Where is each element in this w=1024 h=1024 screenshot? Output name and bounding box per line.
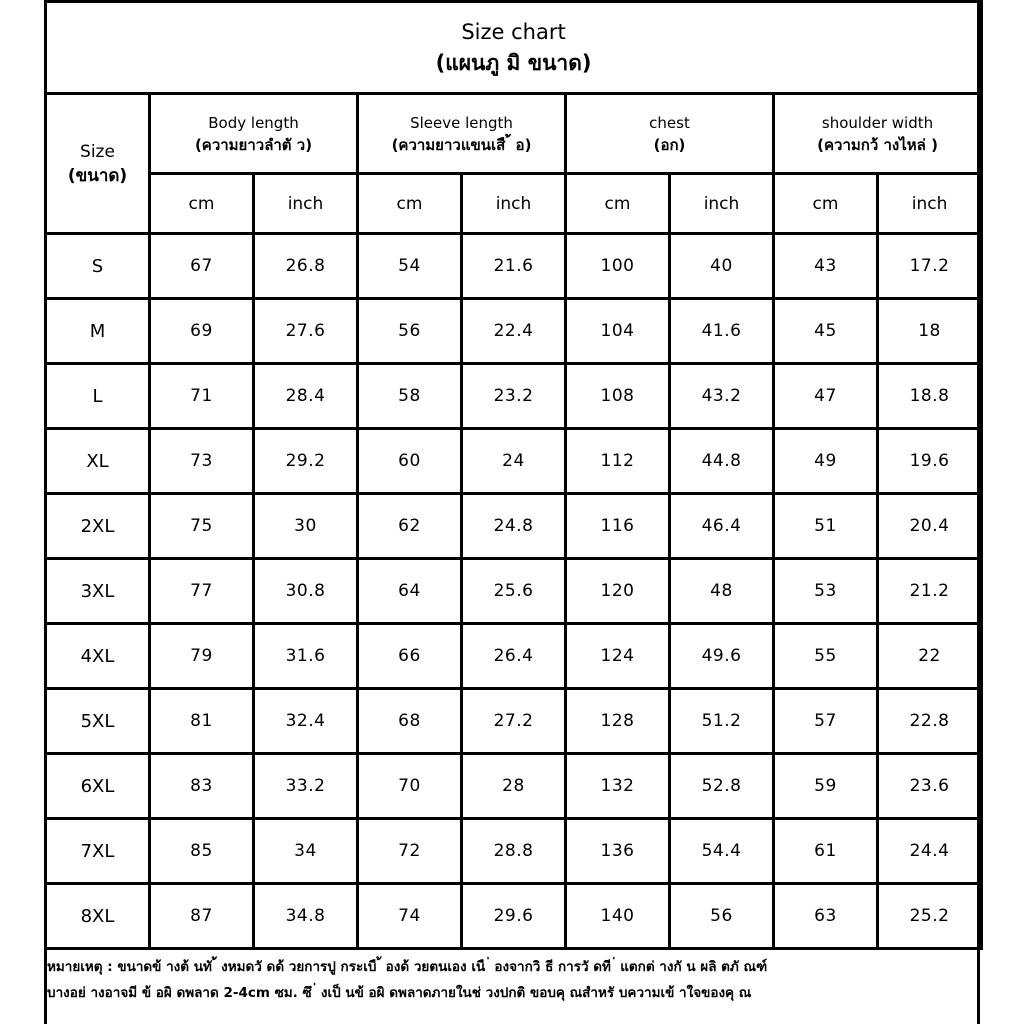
size-cell: 7XL (46, 819, 150, 884)
unit-header: cm (358, 174, 462, 234)
measurement-cell: 60 (358, 429, 462, 494)
measurement-cell: 49 (774, 429, 878, 494)
measurement-cell: 54.4 (670, 819, 774, 884)
measurement-cell: 26.8 (254, 234, 358, 299)
measurement-cell: 74 (358, 884, 462, 949)
measurement-cell: 71 (150, 364, 254, 429)
measurement-cell: 47 (774, 364, 878, 429)
measurement-cell: 31.6 (254, 624, 358, 689)
measurement-cell: 124 (566, 624, 670, 689)
measurement-cell: 18.8 (878, 364, 982, 429)
measurement-cell: 81 (150, 689, 254, 754)
footnote-line-1: หมายเหตุ : ขนาดข้ างต้ นทั ้ งหมดวั ดด้ วยการปู กระเบื ้ องด้ วยตนเอง เนื ่ องจากวิ ธี การวั ดที ่ แตกต่ างกั น ผลิ ตภั ณฑ์ (47, 959, 768, 975)
measurement-cell: 18 (878, 299, 982, 364)
measurement-cell: 52.8 (670, 754, 774, 819)
size-cell: 4XL (46, 624, 150, 689)
sleeve-length-header-th: (ความยาวแขนเสื ้ อ) (391, 135, 532, 154)
measurement-cell: 49.6 (670, 624, 774, 689)
measurement-cell: 34 (254, 819, 358, 884)
measurement-cell: 128 (566, 689, 670, 754)
footnote-line-2: บางอย่ างอาจมี ข้ อผิ ดพลาด 2-4cm ซม. ซึ ่ งเป็ นข้ อผิ ดพลาดภายในช่ วงปกติ ขอบคุ ณสําหรั บความเข้ าใจของคุ ณ (47, 985, 752, 1001)
size-cell: M (46, 299, 150, 364)
table-row (46, 299, 982, 364)
measurement-cell: 116 (566, 494, 670, 559)
measurement-cell: 56 (670, 884, 774, 949)
table-row (46, 429, 982, 494)
unit-header: inch (462, 174, 566, 234)
measurement-cell: 22.8 (878, 689, 982, 754)
measurement-cell: 27.6 (254, 299, 358, 364)
shoulder-width-header-en: shoulder width (821, 113, 934, 132)
measurement-cell: 108 (566, 364, 670, 429)
measurement-cell: 28 (462, 754, 566, 819)
measurement-cell: 21.6 (462, 234, 566, 299)
measurement-cell: 51.2 (670, 689, 774, 754)
chest-header-en: chest (649, 113, 690, 132)
measurement-cell: 29.2 (254, 429, 358, 494)
measurement-cell: 79 (150, 624, 254, 689)
measurement-cell: 20.4 (878, 494, 982, 559)
measurement-cell: 72 (358, 819, 462, 884)
measurement-cell: 28.4 (254, 364, 358, 429)
measurement-cell: 66 (358, 624, 462, 689)
unit-header: cm (566, 174, 670, 234)
measurement-cell: 55 (774, 624, 878, 689)
table-row (46, 494, 982, 559)
chest-header-th: (อก) (653, 135, 686, 154)
shoulder-width-header-th: (ความกว้ างไหล่ ) (817, 135, 938, 154)
measurement-cell: 51 (774, 494, 878, 559)
size-cell: L (46, 364, 150, 429)
unit-header: inch (254, 174, 358, 234)
measurement-cell: 100 (566, 234, 670, 299)
chart-title-th: (แผนภู มิ ขนาด) (435, 50, 592, 75)
measurement-cell: 63 (774, 884, 878, 949)
measurement-cell: 57 (774, 689, 878, 754)
size-cell: S (46, 234, 150, 299)
size-header-en: Size (80, 141, 115, 162)
unit-header: inch (670, 174, 774, 234)
size-cell: 2XL (46, 494, 150, 559)
shoulder-width-header (774, 94, 982, 174)
measurement-cell: 69 (150, 299, 254, 364)
unit-header: cm (774, 174, 878, 234)
measurement-cell: 112 (566, 429, 670, 494)
size-cell: 8XL (46, 884, 150, 949)
measurement-cell: 58 (358, 364, 462, 429)
measurement-cell: 30 (254, 494, 358, 559)
measurement-cell: 27.2 (462, 689, 566, 754)
measurement-cell: 43 (774, 234, 878, 299)
size-cell: XL (46, 429, 150, 494)
size-header-th: (ขนาด) (67, 165, 128, 186)
measurement-cell: 54 (358, 234, 462, 299)
measurement-cell: 140 (566, 884, 670, 949)
measurement-cell: 22 (878, 624, 982, 689)
measurement-cell: 67 (150, 234, 254, 299)
body-length-header-th: (ความยาวลําตั ว) (194, 135, 313, 154)
measurement-cell: 136 (566, 819, 670, 884)
measurement-cell: 77 (150, 559, 254, 624)
table-row (46, 364, 982, 429)
measurement-cell: 62 (358, 494, 462, 559)
measurement-cell: 22.4 (462, 299, 566, 364)
measurement-cell: 23.2 (462, 364, 566, 429)
measurement-cell: 23.6 (878, 754, 982, 819)
table-row (46, 689, 982, 754)
body-length-header-en: Body length (208, 113, 299, 132)
measurement-cell: 75 (150, 494, 254, 559)
size-cell: 5XL (46, 689, 150, 754)
measurement-cell: 19.6 (878, 429, 982, 494)
measurement-cell: 53 (774, 559, 878, 624)
measurement-cell: 44.8 (670, 429, 774, 494)
measurement-cell: 64 (358, 559, 462, 624)
measurement-cell: 85 (150, 819, 254, 884)
measurement-cell: 29.6 (462, 884, 566, 949)
measurement-cell: 87 (150, 884, 254, 949)
chart-title (46, 2, 982, 94)
table-row (46, 754, 982, 819)
table-row (46, 624, 982, 689)
measurement-cell: 83 (150, 754, 254, 819)
measurement-cell: 40 (670, 234, 774, 299)
unit-header: cm (150, 174, 254, 234)
measurement-cell: 41.6 (670, 299, 774, 364)
measurement-cell: 43.2 (670, 364, 774, 429)
measurement-cell: 34.8 (254, 884, 358, 949)
measurement-cell: 45 (774, 299, 878, 364)
measurement-cell: 120 (566, 559, 670, 624)
size-column-header (46, 94, 150, 234)
measurement-cell: 48 (670, 559, 774, 624)
measurement-cell: 73 (150, 429, 254, 494)
measurement-cell: 24.8 (462, 494, 566, 559)
measurement-cell: 17.2 (878, 234, 982, 299)
size-cell: 6XL (46, 754, 150, 819)
measurement-cell: 25.6 (462, 559, 566, 624)
footnote (47, 954, 977, 1006)
sleeve-length-header (358, 94, 566, 174)
measurement-cell: 46.4 (670, 494, 774, 559)
chart-title-en: Size chart (461, 19, 566, 44)
table-row (46, 234, 982, 299)
size-chart-table (44, 0, 983, 950)
table-row (46, 559, 982, 624)
measurement-cell: 104 (566, 299, 670, 364)
measurement-cell: 61 (774, 819, 878, 884)
measurement-cell: 59 (774, 754, 878, 819)
measurement-cell: 132 (566, 754, 670, 819)
body-length-header (150, 94, 358, 174)
size-cell: 3XL (46, 559, 150, 624)
measurement-cell: 28.8 (462, 819, 566, 884)
measurement-cell: 26.4 (462, 624, 566, 689)
measurement-cell: 56 (358, 299, 462, 364)
measurement-cell: 32.4 (254, 689, 358, 754)
measurement-cell: 68 (358, 689, 462, 754)
measurement-cell: 25.2 (878, 884, 982, 949)
sleeve-length-header-en: Sleeve length (410, 113, 513, 132)
table-row (46, 819, 982, 884)
chest-header (566, 94, 774, 174)
measurement-cell: 33.2 (254, 754, 358, 819)
measurement-cell: 21.2 (878, 559, 982, 624)
measurement-cell: 24 (462, 429, 566, 494)
measurement-cell: 24.4 (878, 819, 982, 884)
unit-header: inch (878, 174, 982, 234)
measurement-cell: 70 (358, 754, 462, 819)
table-row (46, 884, 982, 949)
measurement-cell: 30.8 (254, 559, 358, 624)
